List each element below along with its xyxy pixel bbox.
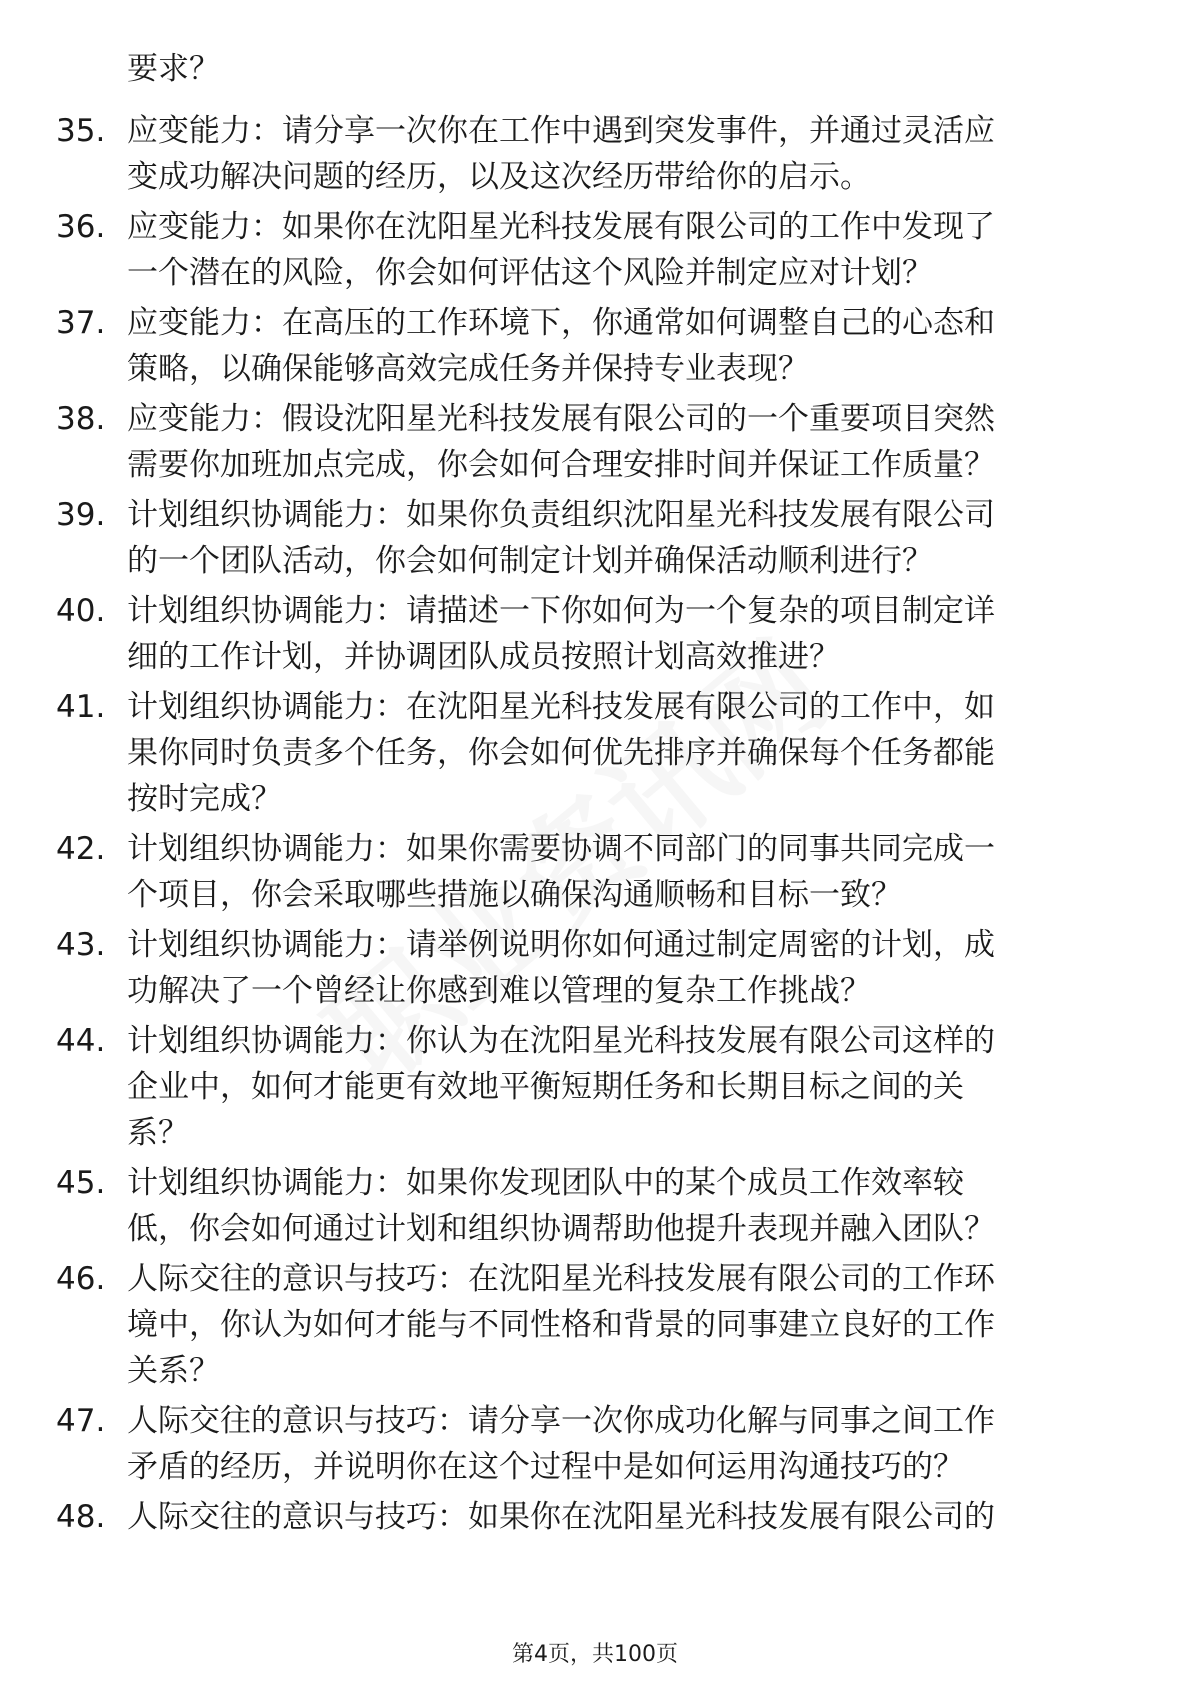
question-line: 企业中，如何才能更有效地平衡短期任务和长期目标之间的关	[127, 1069, 964, 1105]
question-line: 人际交往的意识与技巧：如果你在沈阳星光科技发展有限公司的	[127, 1499, 995, 1535]
question-number: 48.	[56, 1499, 106, 1535]
question-text	[127, 1018, 1117, 1156]
question-line: 人际交往的意识与技巧：请分享一次你成功化解与同事之间工作	[127, 1403, 995, 1439]
question-line: 境中，你认为如何才能与不同性格和背景的同事建立良好的工作	[127, 1307, 995, 1343]
question-line: 果你同时负责多个任务，你会如何优先排序并确保每个任务都能	[127, 735, 995, 771]
question-text	[127, 492, 1117, 584]
question-text	[127, 826, 1117, 918]
question-number: 40.	[56, 593, 106, 629]
question-number: 46.	[56, 1261, 106, 1297]
question-text	[127, 1256, 1117, 1394]
question-line: 变成功解决问题的经历，以及这次经历带给你的启示。	[127, 159, 871, 195]
question-number: 42.	[56, 831, 106, 867]
question-text	[127, 922, 1117, 1014]
question-line: 一个潜在的风险，你会如何评估这个风险并制定应对计划？	[127, 255, 933, 291]
question-text	[127, 684, 1117, 822]
question-line: 需要你加班加点完成，你会如何合理安排时间并保证工作质量？	[127, 447, 995, 483]
question-line: 系？	[127, 1115, 189, 1151]
question-text	[127, 1398, 1117, 1490]
question-text	[127, 1160, 1117, 1252]
question-line: 应变能力：在高压的工作环境下，你通常如何调整自己的心态和	[127, 305, 995, 341]
question-line: 的一个团队活动，你会如何制定计划并确保活动顺利进行？	[127, 543, 933, 579]
question-number: 43.	[56, 927, 106, 963]
question-number: 37.	[56, 305, 106, 341]
question-text	[127, 204, 1117, 296]
question-line: 人际交往的意识与技巧：在沈阳星光科技发展有限公司的工作环	[127, 1261, 995, 1297]
question-line: 功解决了一个曾经让你感到难以管理的复杂工作挑战？	[127, 973, 871, 1009]
page-footer: 第4页，共100页	[512, 1642, 678, 1667]
question-line: 计划组织协调能力：在沈阳星光科技发展有限公司的工作中，如	[127, 689, 995, 725]
question-text	[127, 1494, 1117, 1540]
question-line: 计划组织协调能力：如果你负责组织沈阳星光科技发展有限公司	[127, 497, 995, 533]
question-line: 矛盾的经历，并说明你在这个过程中是如何运用沟通技巧的？	[127, 1449, 964, 1485]
question-text	[127, 396, 1117, 488]
question-line: 应变能力：如果你在沈阳星光科技发展有限公司的工作中发现了	[127, 209, 995, 245]
question-number: 36.	[56, 209, 106, 245]
question-line: 计划组织协调能力：如果你发现团队中的某个成员工作效率较	[127, 1165, 964, 1201]
question-line: 计划组织协调能力：请描述一下你如何为一个复杂的项目制定详	[127, 593, 995, 629]
question-line: 计划组织协调能力：你认为在沈阳星光科技发展有限公司这样的	[127, 1023, 995, 1059]
question-number: 47.	[56, 1403, 106, 1439]
question-number: 45.	[56, 1165, 106, 1201]
question-line: 应变能力：假设沈阳星光科技发展有限公司的一个重要项目突然	[127, 401, 995, 437]
question-line: 策略，以确保能够高效完成任务并保持专业表现？	[127, 351, 809, 387]
question-line: 按时完成？	[127, 781, 282, 817]
question-number: 35.	[56, 113, 106, 149]
question-text	[127, 108, 1117, 200]
question-line: 计划组织协调能力：如果你需要协调不同部门的同事共同完成一	[127, 831, 995, 867]
question-line: 计划组织协调能力：请举例说明你如何通过制定周密的计划，成	[127, 927, 995, 963]
question-line: 低，你会如何通过计划和组织协调帮助他提升表现并融入团队？	[127, 1211, 995, 1247]
question-line: 应变能力：请分享一次你在工作中遇到突发事件，并通过灵活应	[127, 113, 995, 149]
question-line: 个项目，你会采取哪些措施以确保沟通顺畅和目标一致？	[127, 877, 902, 913]
question-number: 44.	[56, 1023, 106, 1059]
question-number: 39.	[56, 497, 106, 533]
question-number: 38.	[56, 401, 106, 437]
question-text	[127, 300, 1117, 392]
question-line: 关系？	[127, 1353, 220, 1389]
continuation-text: 要求？	[127, 51, 220, 87]
question-line: 细的工作计划，并协调团队成员按照计划高效推进？	[127, 639, 840, 675]
question-text	[127, 588, 1117, 680]
question-number: 41.	[56, 689, 106, 725]
